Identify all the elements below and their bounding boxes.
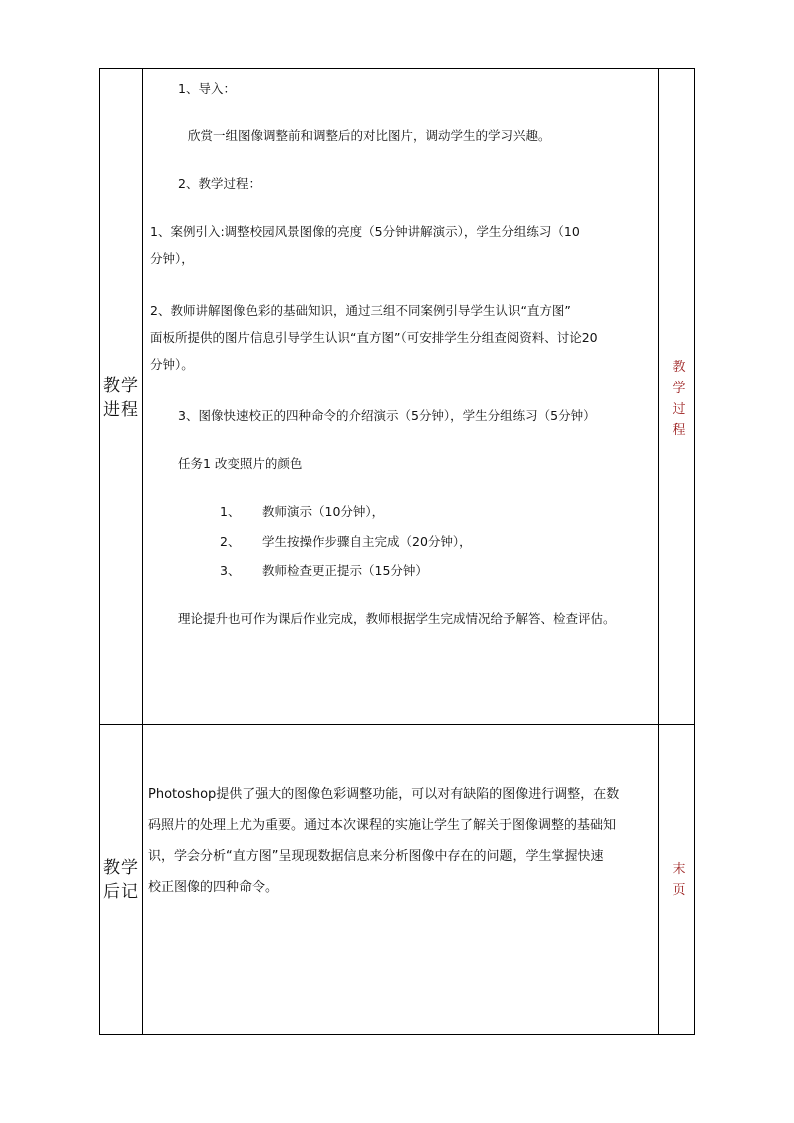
process-item-3: 3、图像快速校正的四种命令的介绍演示（5分钟），学生分组练习（5分钟） <box>178 408 596 423</box>
step-number: 1、 <box>220 504 241 519</box>
postscript-side-note: 末 页 <box>672 862 686 898</box>
row-divider <box>100 724 694 725</box>
process-heading: 2、教学过程： <box>178 176 261 191</box>
process-side-note: 教 学 过 程 <box>672 360 686 438</box>
process-item-2: 2、教师讲解图像色彩的基础知识，通过三组不同案例引导学生认识“直方图” 面板所提供的图片信息引导学生认识“直方图”（可安排学生分组查阅资料、讨论20 分钟）。 <box>150 303 598 372</box>
step-text: 教师演示（10分钟）， <box>262 504 385 519</box>
closing-text: 理论提升也可作为课后作业完成，教师根据学生完成情况给予解答、检查评估。 <box>178 611 616 626</box>
process-item-1: 1、案例引入:调整校园风景图像的亮度（5分钟讲解演示），学生分组练习（10 分钟）， <box>150 224 580 266</box>
column-divider-right <box>658 69 659 1034</box>
lesson-table <box>99 68 695 1035</box>
postscript-body: Photoshop提供了强大的图像色彩调整功能，可以对有缺陷的图像进行调整，在数 码照片的处理上尤为重要。通过本次课程的实施让学生了解关于图像调整的基础知 识，学会分析“直方图”呈现现数据信息来分析图像中存在的问题，学生掌握快速 校正图像的四种命令。 <box>148 787 620 895</box>
step-number: 3、 <box>220 563 241 578</box>
postscript-row-label: 教学 后记 <box>103 858 139 902</box>
column-divider-left <box>142 69 143 1034</box>
intro-text: 欣赏一组图像调整前和调整后的对比图片，调动学生的学习兴趣。 <box>188 128 551 143</box>
step-text: 学生按操作步骤自主完成（20分钟）， <box>262 534 472 549</box>
process-row-label: 教学 进程 <box>103 376 139 420</box>
step-number: 2、 <box>220 534 241 549</box>
step-text: 教师检查更正提示（15分钟） <box>262 563 428 578</box>
intro-heading: 1、导入： <box>178 81 236 96</box>
task-title: 任务1 改变照片的颜色 <box>178 456 303 471</box>
